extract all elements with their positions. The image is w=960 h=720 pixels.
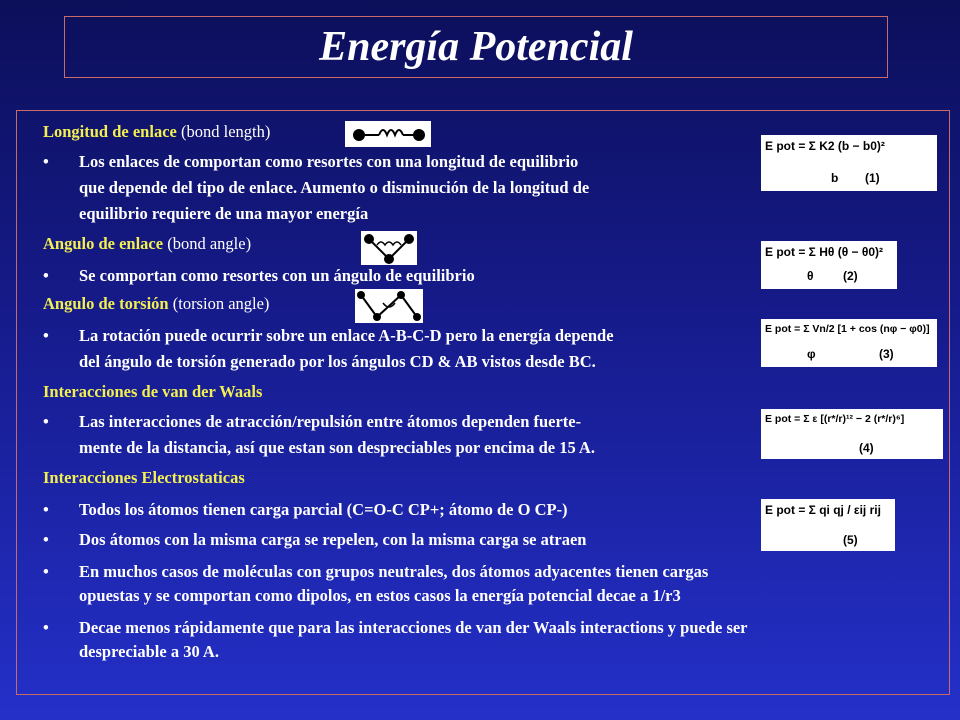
formula-expression: E pot = Σ Hθ (θ − θ0)² [765, 245, 884, 259]
heading-bond-length [43, 121, 270, 143]
bullet-text: despreciable a 30 A. [79, 642, 219, 661]
bullet-text: Todos los átomos tienen carga parcial (C=O-C CP+; átomo de O CP-) [79, 500, 568, 519]
formula-subscript: θ [807, 269, 814, 283]
heading-en-text: (bond angle) [167, 234, 252, 253]
formula-4 [761, 409, 943, 459]
formula-number: (4) [859, 441, 874, 455]
heading-van-der-waals [43, 381, 262, 403]
bullet-text: La rotación puede ocurrir sobre un enlace A-B-C-D pero la energía depende [79, 326, 614, 345]
bullet-text: equilibrio requiere de una mayor energía [79, 204, 369, 223]
formula-expression: E pot = Σ K2 (b − b0)² [765, 139, 885, 153]
heading-en-text: (torsion angle) [172, 294, 270, 313]
formula-3 [761, 319, 937, 367]
formula-5 [761, 499, 895, 551]
formula-number: (5) [843, 533, 858, 547]
bullet-dot: • [43, 326, 49, 345]
heading-torsion-angle [43, 293, 269, 315]
formula-1 [761, 135, 937, 191]
bond-angle-diagram [361, 231, 417, 265]
heading-text: Angulo de enlace [43, 234, 164, 253]
bullet-dot: • [43, 562, 49, 581]
bullet-dot: • [43, 152, 49, 171]
bullet-text: opuestas y se comportan como dipolos, en estos casos la energía potencial decae a 1/r3 [79, 586, 681, 605]
bullet-dot: • [43, 412, 49, 431]
bullet-dot: • [43, 266, 49, 285]
bullet-text: mente de la distancia, así que estan son despreciables por encima de 15 A. [79, 438, 595, 457]
bullet-dot: • [43, 500, 49, 519]
formula-subscript: φ [807, 347, 816, 361]
formula-expression: E pot = Σ Vn/2 [1 + cos (nφ − φ0)] [765, 323, 930, 335]
heading-text: Interacciones de van der Waals [43, 382, 263, 401]
heading-text: Longitud de enlace [43, 122, 177, 141]
formula-number: (2) [843, 269, 858, 283]
bullet-text: Dos átomos con la misma carga se repelen, con la misma carga se atraen [79, 530, 587, 549]
title-box [64, 16, 888, 78]
angle-bond-icon [361, 231, 417, 265]
bullet-text: Se comportan como resortes con un ángulo de equilibrio [79, 266, 475, 285]
heading-en-text: (bond length) [180, 122, 271, 141]
slide-title: Energía Potencial [319, 24, 633, 70]
bullet-dot: • [43, 618, 49, 637]
bullet-text: Decae menos rápidamente que para las interacciones de van der Waals interactions y puede ser [79, 618, 748, 637]
heading-electrostatic [43, 467, 245, 489]
bond-length-diagram [345, 121, 431, 147]
heading-text: Angulo de torsión [43, 294, 169, 313]
content-box [16, 110, 950, 695]
formula-2 [761, 241, 897, 289]
formula-expression: E pot = Σ ε [(r*/r)¹² − 2 (r*/r)⁶] [765, 413, 905, 425]
bullet-text: Las interacciones de atracción/repulsión entre átomos dependen fuerte- [79, 412, 582, 431]
bullet-text: que depende del tipo de enlace. Aumento o disminución de la longitud de [79, 178, 590, 197]
spring-bond-icon [345, 121, 431, 147]
formula-expression: E pot = Σ qi qj / εij rij [765, 503, 881, 517]
bullet-dot: • [43, 530, 49, 549]
bullet-text: del ángulo de torsión generado por los ángulos CD & AB vistos desde BC. [79, 352, 596, 371]
formula-number: (1) [865, 171, 880, 185]
torsion-angle-diagram [355, 289, 423, 323]
torsion-bond-icon [355, 289, 423, 323]
bullet-text: En muchos casos de moléculas con grupos neutrales, dos átomos adyacentes tienen cargas [79, 562, 709, 581]
formula-subscript: b [831, 171, 839, 185]
heading-text: Interacciones Electrostaticas [43, 468, 245, 487]
heading-bond-angle [43, 233, 251, 255]
bullet-text: Los enlaces de comportan como resortes con una longitud de equilibrio [79, 152, 579, 171]
formula-number: (3) [879, 347, 894, 361]
